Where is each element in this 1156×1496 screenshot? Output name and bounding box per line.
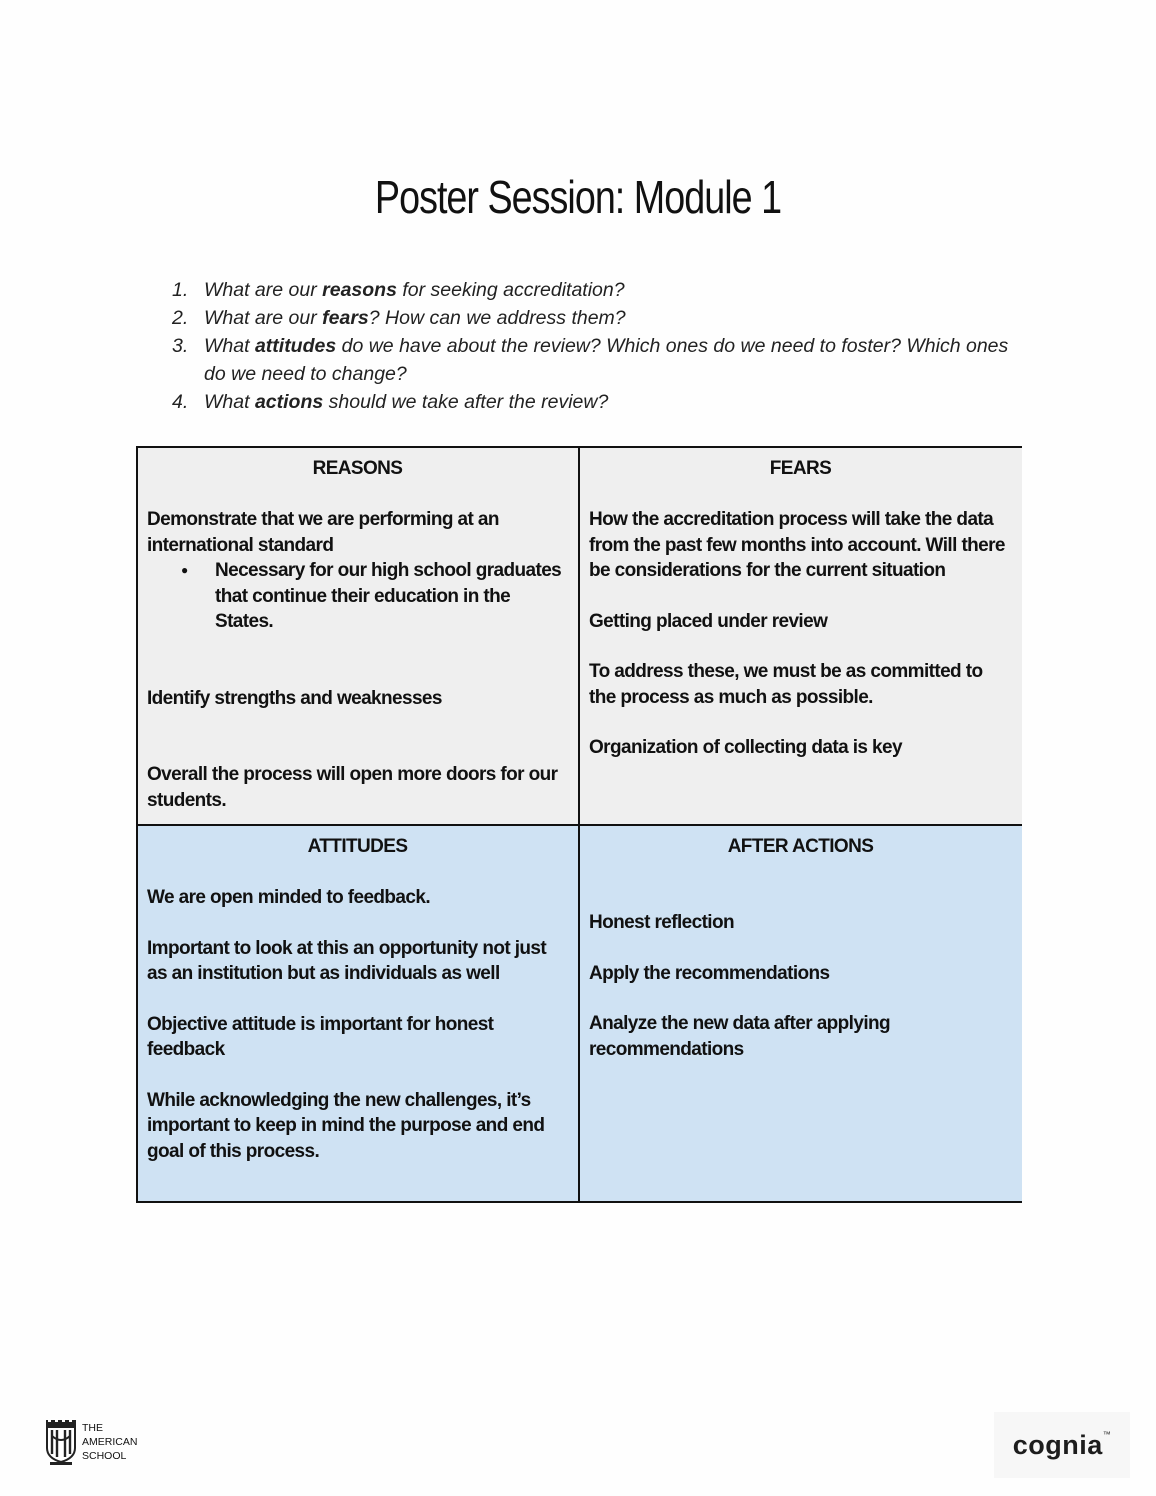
reasons-bullet-list <box>147 558 568 635</box>
attitudes-item: Important to look at this an opportunity not just as an institution but as individuals as well <box>147 937 547 984</box>
fears-item: Getting placed under review <box>589 610 828 632</box>
school-crest-icon <box>44 1418 78 1466</box>
attitudes-item: While acknowledging the new challenges, it’s important to keep in mind the purpose and end goal of this process. <box>147 1089 545 1162</box>
school-name: THE AMERICAN SCHOOL <box>82 1422 138 1462</box>
fears-item: Organization of collecting data is key <box>589 737 902 758</box>
attitudes-cell <box>138 826 580 1201</box>
after-actions-item: Honest reflection <box>589 912 734 933</box>
fears-heading: FEARS <box>769 458 832 479</box>
reasons-cell <box>138 448 580 826</box>
fears-item: To address these, we must be as committed to the process as much as possible. <box>589 661 983 708</box>
reasons-item: Overall the process will open more doors for our students. <box>147 764 558 811</box>
question-list <box>172 276 1022 416</box>
attitudes-item: Objective attitude is important for honest feedback <box>147 1013 494 1060</box>
after-actions-item: Analyze the new data after applying recommendations <box>589 1013 891 1060</box>
cognia-logo <box>994 1412 1130 1478</box>
poster-table <box>136 446 1022 1203</box>
after-actions-heading: AFTER ACTIONS <box>727 836 874 857</box>
after-actions-cell <box>580 826 1022 1201</box>
school-logo <box>44 1418 137 1466</box>
page-title: Poster Session: Module 1 <box>374 171 782 223</box>
attitudes-item: We are open minded to feedback. <box>147 887 431 908</box>
reasons-bullet-item: ● Necessary for our high school graduates that continue their education in the States. <box>215 558 568 635</box>
question-number: 3. <box>172 335 189 357</box>
fears-item: How the accreditation process will take the data from the past few months into account. Will there be considerations for the current situation <box>589 509 1005 581</box>
question-item: 4. What actions should we take after the review? <box>172 388 1022 416</box>
question-number: 1. <box>172 279 189 301</box>
question-item: 2. What are our fears? How can we address them? <box>172 304 1022 332</box>
question-number: 4. <box>172 391 189 413</box>
reasons-heading: REASONS <box>312 458 403 479</box>
reasons-item: Demonstrate that we are performing at an international standard <box>147 509 499 556</box>
reasons-item: Identify strengths and weaknesses <box>147 687 442 709</box>
question-item: 3. What attitudes do we have about the review? Which ones do we need to foster? Which ones do we need to change? <box>172 332 1022 388</box>
cognia-wordmark: cognia™ <box>1012 1429 1112 1460</box>
question-number: 2. <box>172 307 189 329</box>
attitudes-heading: ATTITUDES <box>307 836 408 857</box>
question-item: 1. What are our reasons for seeking accreditation? <box>172 276 1022 304</box>
fears-cell <box>580 448 1022 826</box>
after-actions-item: Apply the recommendations <box>589 962 830 984</box>
